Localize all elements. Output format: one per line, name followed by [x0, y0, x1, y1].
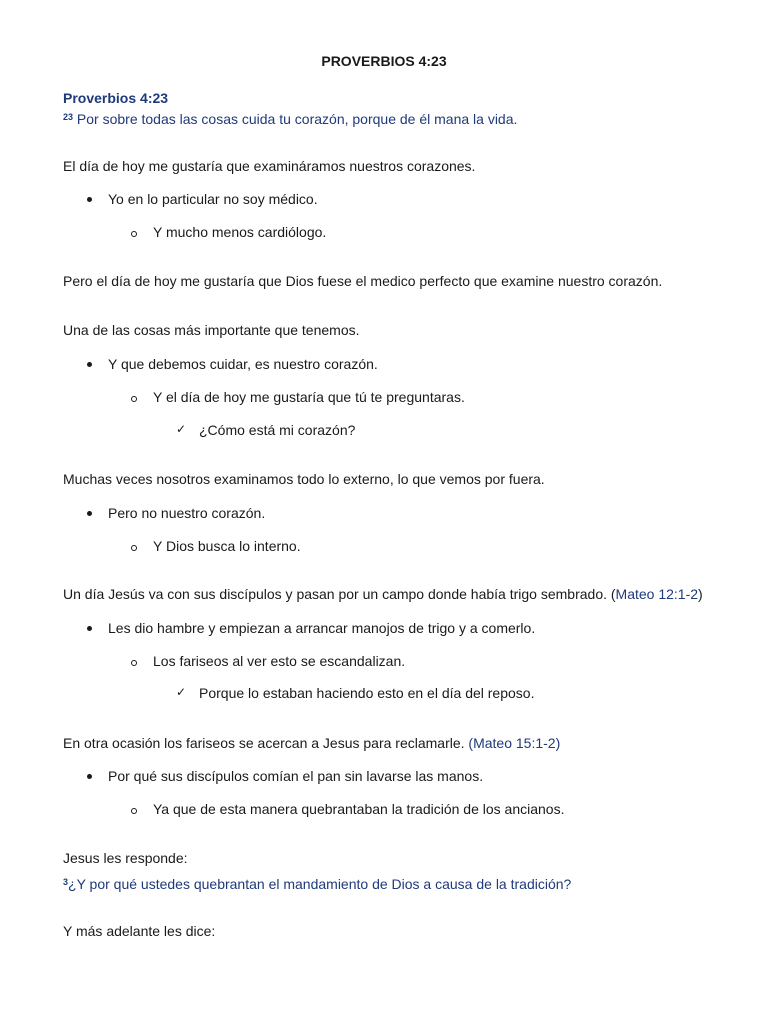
verse-number: 23 [63, 112, 74, 122]
paragraph-8: Y más adelante les dice: [63, 923, 216, 939]
document-title: PROVERBIOS 4:23 [321, 53, 447, 69]
quote-number: 3 [63, 877, 69, 887]
bullet-circle-icon [131, 545, 137, 551]
scripture-link[interactable]: Mateo 12:1-2 [615, 586, 699, 602]
sub-list-item: Y Dios busca lo interno. [153, 538, 301, 554]
bullet-circle-icon [131, 660, 137, 666]
list-item: Les dio hambre y empiezan a arrancar manojos de trigo y a comerlo. [108, 620, 536, 636]
sub-list-item: Y el día de hoy me gustaría que tú te preguntaras. [153, 389, 465, 405]
paragraph-1: El día de hoy me gustaría que examináramos nuestros corazones. [63, 158, 476, 174]
paragraph-3: Una de las cosas más importante que tenemos. [63, 322, 360, 338]
paragraph-5-close: ) [698, 586, 703, 602]
list-item: Por qué sus discípulos comían el pan sin lavarse las manos. [108, 768, 484, 784]
check-list-item: Porque lo estaban haciendo esto en el día del reposo. [199, 685, 535, 701]
quote-line [63, 874, 571, 893]
bullet-disc-icon [87, 197, 92, 202]
verse-line [63, 109, 517, 128]
bullet-disc-icon [87, 626, 92, 631]
bullet-circle-icon [131, 231, 137, 237]
paragraph-6 [63, 735, 560, 752]
verse-text: Por sobre todas las cosas cuida tu corazón, porque de él mana la vida. [76, 111, 518, 127]
paragraph-5 [63, 586, 703, 603]
sub-list-item: Ya que de esta manera quebrantaban la tradición de los ancianos. [153, 801, 565, 817]
check-list-item: ¿Cómo está mi corazón? [199, 422, 356, 438]
paragraph-4: Muchas veces nosotros examinamos todo lo externo, lo que vemos por fuera. [63, 471, 545, 487]
verse-reference: Proverbios 4:23 [63, 90, 169, 106]
paragraph-7: Jesus les responde: [63, 850, 188, 866]
paragraph-2: Pero el día de hoy me gustaría que Dios fuese el medico perfecto que examine nuestro corazón. [63, 273, 663, 289]
bullet-disc-icon [87, 362, 92, 367]
quote-text: ¿Y por qué ustedes quebrantan el mandamiento de Dios a causa de la tradición? [68, 876, 572, 892]
bullet-disc-icon [87, 774, 92, 779]
sub-list-item: Los fariseos al ver esto se escandalizan. [153, 653, 406, 669]
checkmark-icon: ✓ [176, 685, 187, 699]
scripture-link[interactable]: (Mateo 15:1-2) [468, 735, 561, 751]
bullet-circle-icon [131, 396, 137, 402]
sub-list-item: Y mucho menos cardiólogo. [153, 224, 327, 240]
checkmark-icon: ✓ [176, 422, 187, 436]
list-item: Y que debemos cuidar, es nuestro corazón. [108, 356, 378, 372]
paragraph-6-text: En otra ocasión los fariseos se acercan a Jesus para reclamarle. [63, 735, 469, 751]
bullet-circle-icon [131, 808, 137, 814]
list-item: Yo en lo particular no soy médico. [108, 191, 318, 207]
bullet-disc-icon [87, 511, 92, 516]
list-item: Pero no nuestro corazón. [108, 505, 266, 521]
paragraph-5-text: Un día Jesús va con sus discípulos y pasan por un campo donde había trigo sembrado. ( [63, 586, 616, 602]
